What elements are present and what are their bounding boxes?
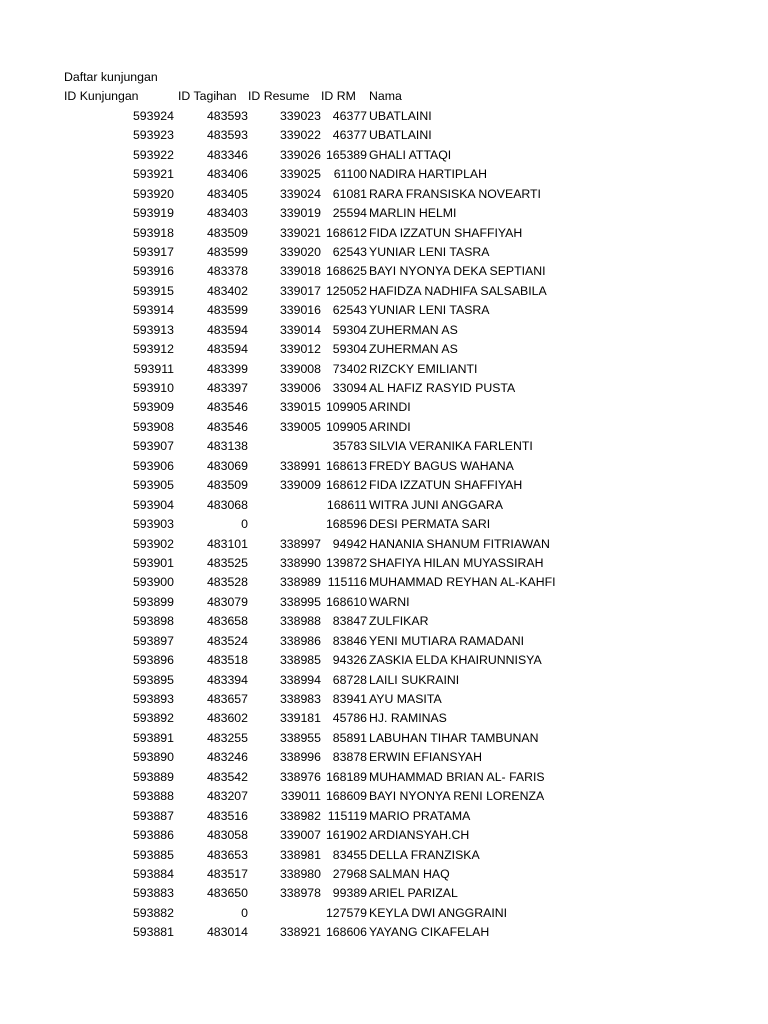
cell-id-rm: 168596 xyxy=(325,517,367,532)
cell-nama: DESI PERMATA SARI xyxy=(369,517,491,532)
cell-id-tagihan: 483524 xyxy=(206,633,248,648)
cell-id-resume: 339017 xyxy=(279,283,321,298)
cell-id-tagihan: 483594 xyxy=(206,322,248,337)
cell-id-resume: 339019 xyxy=(279,206,321,221)
cell-id-resume: 338982 xyxy=(279,808,321,823)
cell-id-kunjungan: 593897 xyxy=(132,633,174,648)
cell-id-tagihan: 483138 xyxy=(206,439,248,454)
header-nama: Nama xyxy=(369,89,402,104)
table-row xyxy=(0,126,768,145)
cell-id-kunjungan: 593883 xyxy=(132,886,174,901)
cell-id-rm: 139872 xyxy=(325,555,367,570)
cell-id-resume: 339023 xyxy=(279,108,321,123)
cell-id-kunjungan: 593921 xyxy=(132,167,174,182)
cell-id-tagihan: 483255 xyxy=(206,730,248,745)
table-row xyxy=(0,379,768,398)
table-row xyxy=(0,671,768,690)
cell-id-kunjungan: 593891 xyxy=(132,730,174,745)
cell-nama: HANANIA SHANUM FITRIAWAN xyxy=(369,536,550,551)
cell-id-kunjungan: 593901 xyxy=(132,555,174,570)
cell-id-kunjungan: 593913 xyxy=(132,322,174,337)
cell-id-tagihan: 483658 xyxy=(206,614,248,629)
cell-id-kunjungan: 593904 xyxy=(132,497,174,512)
title-row xyxy=(0,68,768,87)
cell-id-kunjungan: 593882 xyxy=(132,905,174,920)
cell-id-kunjungan: 593884 xyxy=(132,866,174,881)
header-id-tagihan: ID Tagihan xyxy=(178,89,237,104)
cell-id-resume: 339009 xyxy=(279,478,321,493)
cell-id-tagihan: 483399 xyxy=(206,361,248,376)
cell-id-kunjungan: 593898 xyxy=(132,614,174,629)
cell-id-kunjungan: 593910 xyxy=(132,381,174,395)
cell-id-kunjungan: 593886 xyxy=(132,828,174,843)
cell-nama: ZUHERMAN AS xyxy=(369,342,458,357)
cell-id-rm: 168611 xyxy=(326,497,367,512)
cell-id-kunjungan: 593912 xyxy=(132,342,174,357)
table-row xyxy=(0,904,768,923)
cell-nama: SILVIA VERANIKA FARLENTI xyxy=(369,439,533,454)
cell-id-tagihan: 483542 xyxy=(206,769,248,784)
cell-id-kunjungan: 593890 xyxy=(132,750,174,765)
cell-id-rm: 83878 xyxy=(332,750,367,765)
cell-id-tagihan: 483517 xyxy=(206,866,248,881)
cell-id-rm: 83455 xyxy=(332,847,367,862)
cell-nama: MUHAMMAD BRIAN AL- FARIS xyxy=(369,769,545,784)
cell-id-tagihan: 483525 xyxy=(206,555,248,570)
table-row xyxy=(0,107,768,126)
cell-id-tagihan: 483403 xyxy=(206,206,248,221)
table-row xyxy=(0,437,768,456)
cell-id-tagihan: 483402 xyxy=(206,283,248,298)
cell-id-tagihan: 483518 xyxy=(206,653,248,668)
table-row xyxy=(0,535,768,554)
cell-id-tagihan: 483069 xyxy=(206,458,248,473)
cell-nama: ZULFIKAR xyxy=(369,614,429,629)
cell-id-kunjungan: 593895 xyxy=(132,672,174,687)
cell-id-kunjungan: 593918 xyxy=(132,225,174,240)
cell-id-tagihan: 483101 xyxy=(206,536,248,551)
table-row xyxy=(0,690,768,709)
cell-nama: ARIEL PARIZAL xyxy=(369,886,458,901)
cell-id-kunjungan: 593917 xyxy=(132,244,174,259)
cell-id-rm: 61081 xyxy=(332,186,367,201)
cell-id-tagihan: 483593 xyxy=(206,128,248,143)
table-row xyxy=(0,476,768,495)
cell-nama: YUNIAR LENI TASRA xyxy=(369,244,490,259)
table-row xyxy=(0,768,768,787)
cell-id-kunjungan: 593920 xyxy=(132,186,174,201)
cell-id-resume: 338996 xyxy=(279,750,321,765)
cell-nama: WARNI xyxy=(369,594,410,609)
cell-id-tagihan: 483394 xyxy=(206,672,248,687)
cell-id-kunjungan: 593905 xyxy=(132,478,174,493)
cell-id-resume: 338978 xyxy=(279,886,321,901)
table-row xyxy=(0,884,768,903)
table-body xyxy=(0,107,768,943)
cell-id-kunjungan: 593893 xyxy=(132,692,174,706)
cell-id-tagihan: 483207 xyxy=(206,789,248,804)
cell-id-rm: 94326 xyxy=(332,653,367,668)
header-id-rm: ID RM xyxy=(321,89,356,104)
cell-id-tagihan: 483405 xyxy=(206,186,248,201)
table-row xyxy=(0,554,768,573)
cell-id-rm: 165389 xyxy=(325,147,367,162)
cell-nama: ARINDI xyxy=(369,400,411,415)
cell-id-rm: 168612 xyxy=(325,225,367,240)
cell-nama: HAFIDZA NADHIFA SALSABILA xyxy=(369,283,547,298)
cell-id-resume: 338985 xyxy=(279,653,321,668)
cell-id-kunjungan: 593908 xyxy=(132,419,174,434)
table-row xyxy=(0,321,768,340)
table-row xyxy=(0,457,768,476)
cell-nama: YUNIAR LENI TASRA xyxy=(369,303,490,318)
cell-id-kunjungan: 593903 xyxy=(132,517,174,532)
cell-id-tagihan: 483509 xyxy=(206,225,248,240)
cell-nama: KEYLA DWI ANGGRAINI xyxy=(369,905,508,920)
cell-id-tagihan: 483509 xyxy=(206,478,248,493)
cell-id-rm: 115116 xyxy=(327,575,367,590)
header-row xyxy=(0,87,768,106)
cell-id-resume: 338989 xyxy=(279,575,321,590)
cell-id-resume: 339181 xyxy=(279,711,321,726)
cell-id-tagihan: 483602 xyxy=(206,711,248,726)
cell-nama: NADIRA HARTIPLAH xyxy=(369,167,487,182)
cell-id-kunjungan: 593909 xyxy=(132,400,174,415)
cell-id-rm: 168612 xyxy=(325,478,367,493)
cell-nama: YENI MUTIARA RAMADANI xyxy=(369,633,525,648)
cell-id-kunjungan: 593889 xyxy=(132,769,174,784)
header-id-kunjungan: ID Kunjungan xyxy=(64,89,139,104)
document-title: Daftar kunjungan xyxy=(64,70,158,84)
table-row xyxy=(0,340,768,359)
cell-nama: YAYANG CIKAFELAH xyxy=(369,925,490,940)
table-row xyxy=(0,729,768,748)
cell-id-resume: 338991 xyxy=(279,458,321,473)
cell-id-resume: 339007 xyxy=(279,828,321,843)
cell-id-rm: 83846 xyxy=(332,633,367,648)
table-row xyxy=(0,923,768,942)
table-row xyxy=(0,243,768,262)
header-id-resume: ID Resume xyxy=(248,89,310,104)
table-row xyxy=(0,301,768,320)
cell-id-resume: 339024 xyxy=(279,186,321,201)
cell-id-tagihan: 483058 xyxy=(206,828,248,843)
cell-nama: DELLA FRANZISKA xyxy=(369,847,480,862)
cell-id-kunjungan: 593881 xyxy=(132,925,174,940)
cell-id-resume: 339026 xyxy=(279,147,321,162)
cell-id-rm: 94942 xyxy=(332,536,367,551)
table-row xyxy=(0,360,768,379)
cell-nama: RIZCKY EMILIANTI xyxy=(369,361,478,376)
cell-id-resume: 339014 xyxy=(279,322,321,337)
cell-id-rm: 168625 xyxy=(325,264,367,279)
cell-nama: UBATLAINI xyxy=(369,108,432,123)
cell-id-resume: 339022 xyxy=(279,128,321,143)
table-row xyxy=(0,496,768,515)
cell-id-resume: 339015 xyxy=(279,400,321,415)
table-row xyxy=(0,282,768,301)
cell-id-rm: 73402 xyxy=(332,361,367,376)
cell-id-tagihan: 483406 xyxy=(206,167,248,182)
cell-nama: AYU MASITA xyxy=(369,692,442,706)
cell-id-kunjungan: 593922 xyxy=(132,147,174,162)
cell-id-kunjungan: 593924 xyxy=(132,108,174,123)
cell-id-rm: 61100 xyxy=(333,167,367,182)
cell-id-kunjungan: 593887 xyxy=(132,808,174,823)
cell-nama: BAYI NYONYA DEKA SEPTIANI xyxy=(369,264,546,279)
cell-id-resume: 339021 xyxy=(279,225,321,240)
cell-id-resume: 338997 xyxy=(279,536,321,551)
table-row xyxy=(0,651,768,670)
cell-id-rm: 45786 xyxy=(332,711,367,726)
cell-id-rm: 59304 xyxy=(332,342,367,357)
cell-nama: FIDA IZZATUN SHAFFIYAH xyxy=(369,478,523,493)
cell-id-rm: 35783 xyxy=(332,439,367,454)
cell-id-tagihan: 483068 xyxy=(206,497,248,512)
table-row xyxy=(0,709,768,728)
cell-id-tagihan: 483528 xyxy=(206,575,248,590)
cell-id-rm: 127579 xyxy=(325,905,367,920)
cell-id-resume: 338995 xyxy=(279,594,321,609)
cell-id-rm: 25594 xyxy=(332,206,367,221)
cell-nama: HJ. RAMINAS xyxy=(369,711,447,726)
cell-id-tagihan: 483516 xyxy=(206,808,248,823)
cell-id-rm: 125052 xyxy=(325,283,367,298)
cell-id-rm: 109905 xyxy=(325,419,367,434)
table-row xyxy=(0,224,768,243)
table-row xyxy=(0,515,768,534)
cell-id-rm: 59304 xyxy=(332,322,367,337)
cell-id-resume: 338981 xyxy=(279,847,321,862)
cell-id-tagihan: 483346 xyxy=(206,147,248,162)
cell-nama: MUHAMMAD REYHAN AL-KAHFI xyxy=(369,575,556,590)
cell-id-rm: 168189 xyxy=(325,769,367,784)
cell-id-resume: 338955 xyxy=(279,730,321,745)
cell-id-tagihan: 483546 xyxy=(206,400,248,415)
cell-id-tagihan: 0 xyxy=(241,517,248,532)
cell-id-resume: 338988 xyxy=(279,614,321,629)
cell-id-kunjungan: 593914 xyxy=(132,303,174,318)
cell-id-rm: 83847 xyxy=(332,614,367,629)
cell-nama: SHAFIYA HILAN MUYASSIRAH xyxy=(369,555,544,570)
cell-id-resume: 339012 xyxy=(279,342,321,357)
cell-id-kunjungan: 593899 xyxy=(132,594,174,609)
cell-nama: RARA FRANSISKA NOVEARTI xyxy=(369,186,541,201)
cell-id-rm: 46377 xyxy=(332,108,367,123)
cell-nama: LABUHAN TIHAR TAMBUNAN xyxy=(369,730,539,745)
table-row xyxy=(0,612,768,631)
table-row xyxy=(0,826,768,845)
cell-nama: WITRA JUNI ANGGARA xyxy=(369,497,503,512)
cell-id-kunjungan: 593911 xyxy=(133,361,174,376)
cell-id-tagihan: 483599 xyxy=(206,244,248,259)
cell-nama: MARIO PRATAMA xyxy=(369,808,471,823)
cell-id-tagihan: 483599 xyxy=(206,303,248,318)
table-row xyxy=(0,165,768,184)
cell-id-rm: 46377 xyxy=(332,128,367,143)
cell-id-resume: 339011 xyxy=(280,789,321,804)
cell-id-rm: 168609 xyxy=(325,789,367,804)
cell-id-resume: 338983 xyxy=(279,692,321,706)
table-row xyxy=(0,262,768,281)
table-row xyxy=(0,418,768,437)
cell-id-kunjungan: 593900 xyxy=(132,575,174,590)
cell-id-kunjungan: 593906 xyxy=(132,458,174,473)
cell-id-tagihan: 483246 xyxy=(206,750,248,765)
cell-id-rm: 62543 xyxy=(332,303,367,318)
cell-id-resume: 339008 xyxy=(279,361,321,376)
cell-id-rm: 85891 xyxy=(332,730,367,745)
cell-id-rm: 161902 xyxy=(325,828,367,843)
cell-id-rm: 109905 xyxy=(325,400,367,415)
table-row xyxy=(0,185,768,204)
cell-id-rm: 62543 xyxy=(332,244,367,259)
cell-nama: GHALI ATTAQI xyxy=(369,147,452,162)
cell-id-kunjungan: 593892 xyxy=(132,711,174,726)
cell-id-resume: 339006 xyxy=(279,381,321,395)
cell-id-tagihan: 483079 xyxy=(206,594,248,609)
table-row xyxy=(0,573,768,592)
table-row xyxy=(0,204,768,223)
cell-id-rm: 68728 xyxy=(332,672,367,687)
cell-id-rm: 168606 xyxy=(325,925,367,940)
cell-nama: LAILI SUKRAINI xyxy=(369,672,460,687)
visit-list-sheet xyxy=(0,68,768,943)
cell-id-rm: 27968 xyxy=(332,866,367,881)
cell-id-rm: 33094 xyxy=(332,381,367,395)
cell-id-kunjungan: 593923 xyxy=(132,128,174,143)
cell-id-kunjungan: 593896 xyxy=(132,653,174,668)
cell-id-tagihan: 483653 xyxy=(206,847,248,862)
cell-id-resume: 339018 xyxy=(279,264,321,279)
cell-id-kunjungan: 593907 xyxy=(132,439,174,454)
cell-nama: AL HAFIZ RASYID PUSTA xyxy=(369,381,516,395)
cell-id-tagihan: 483657 xyxy=(206,692,248,706)
cell-id-tagihan: 483546 xyxy=(206,419,248,434)
table-row xyxy=(0,593,768,612)
cell-id-kunjungan: 593888 xyxy=(132,789,174,804)
cell-id-resume: 338990 xyxy=(279,555,321,570)
table-row xyxy=(0,807,768,826)
cell-nama: ARINDI xyxy=(369,419,411,434)
cell-nama: ZUHERMAN AS xyxy=(369,322,458,337)
cell-id-kunjungan: 593902 xyxy=(132,536,174,551)
table-row xyxy=(0,787,768,806)
cell-id-rm: 168610 xyxy=(325,594,367,609)
cell-id-resume: 338976 xyxy=(279,769,321,784)
cell-id-tagihan: 483593 xyxy=(206,108,248,123)
cell-id-resume: 339016 xyxy=(279,303,321,318)
cell-id-kunjungan: 593919 xyxy=(132,206,174,221)
cell-id-rm: 83941 xyxy=(332,692,367,706)
cell-nama: FREDY BAGUS WAHANA xyxy=(369,458,514,473)
cell-id-rm: 99389 xyxy=(332,886,367,901)
cell-nama: BAYI NYONYA RENI LORENZA xyxy=(369,789,545,804)
cell-id-tagihan: 0 xyxy=(241,905,248,920)
table-row xyxy=(0,865,768,884)
cell-nama: ARDIANSYAH.CH xyxy=(369,828,470,843)
table-row xyxy=(0,398,768,417)
cell-nama: UBATLAINI xyxy=(369,128,432,143)
cell-nama: MARLIN HELMI xyxy=(369,206,457,221)
cell-nama: ZASKIA ELDA KHAIRUNNISYA xyxy=(369,653,542,668)
cell-id-tagihan: 483378 xyxy=(206,264,248,279)
cell-id-resume: 338994 xyxy=(279,672,321,687)
cell-id-resume: 339020 xyxy=(279,244,321,259)
table-row xyxy=(0,632,768,651)
cell-id-resume: 338921 xyxy=(279,925,321,940)
cell-id-resume: 338986 xyxy=(279,633,321,648)
cell-id-kunjungan: 593915 xyxy=(132,283,174,298)
cell-id-resume: 339025 xyxy=(279,167,321,182)
table-row xyxy=(0,748,768,767)
cell-id-resume: 338980 xyxy=(279,866,321,881)
cell-nama: FIDA IZZATUN SHAFFIYAH xyxy=(369,225,523,240)
cell-id-tagihan: 483594 xyxy=(206,342,248,357)
cell-id-rm: 115119 xyxy=(327,808,367,823)
cell-nama: ERWIN EFIANSYAH xyxy=(369,750,482,765)
cell-id-tagihan: 483397 xyxy=(206,381,248,395)
cell-id-rm: 168613 xyxy=(325,458,367,473)
cell-id-kunjungan: 593916 xyxy=(132,264,174,279)
cell-nama: SALMAN HAQ xyxy=(369,866,450,881)
cell-id-tagihan: 483014 xyxy=(206,925,248,940)
cell-id-tagihan: 483650 xyxy=(206,886,248,901)
cell-id-resume: 339005 xyxy=(279,419,321,434)
table-row xyxy=(0,846,768,865)
cell-id-kunjungan: 593885 xyxy=(132,847,174,862)
table-row xyxy=(0,146,768,165)
